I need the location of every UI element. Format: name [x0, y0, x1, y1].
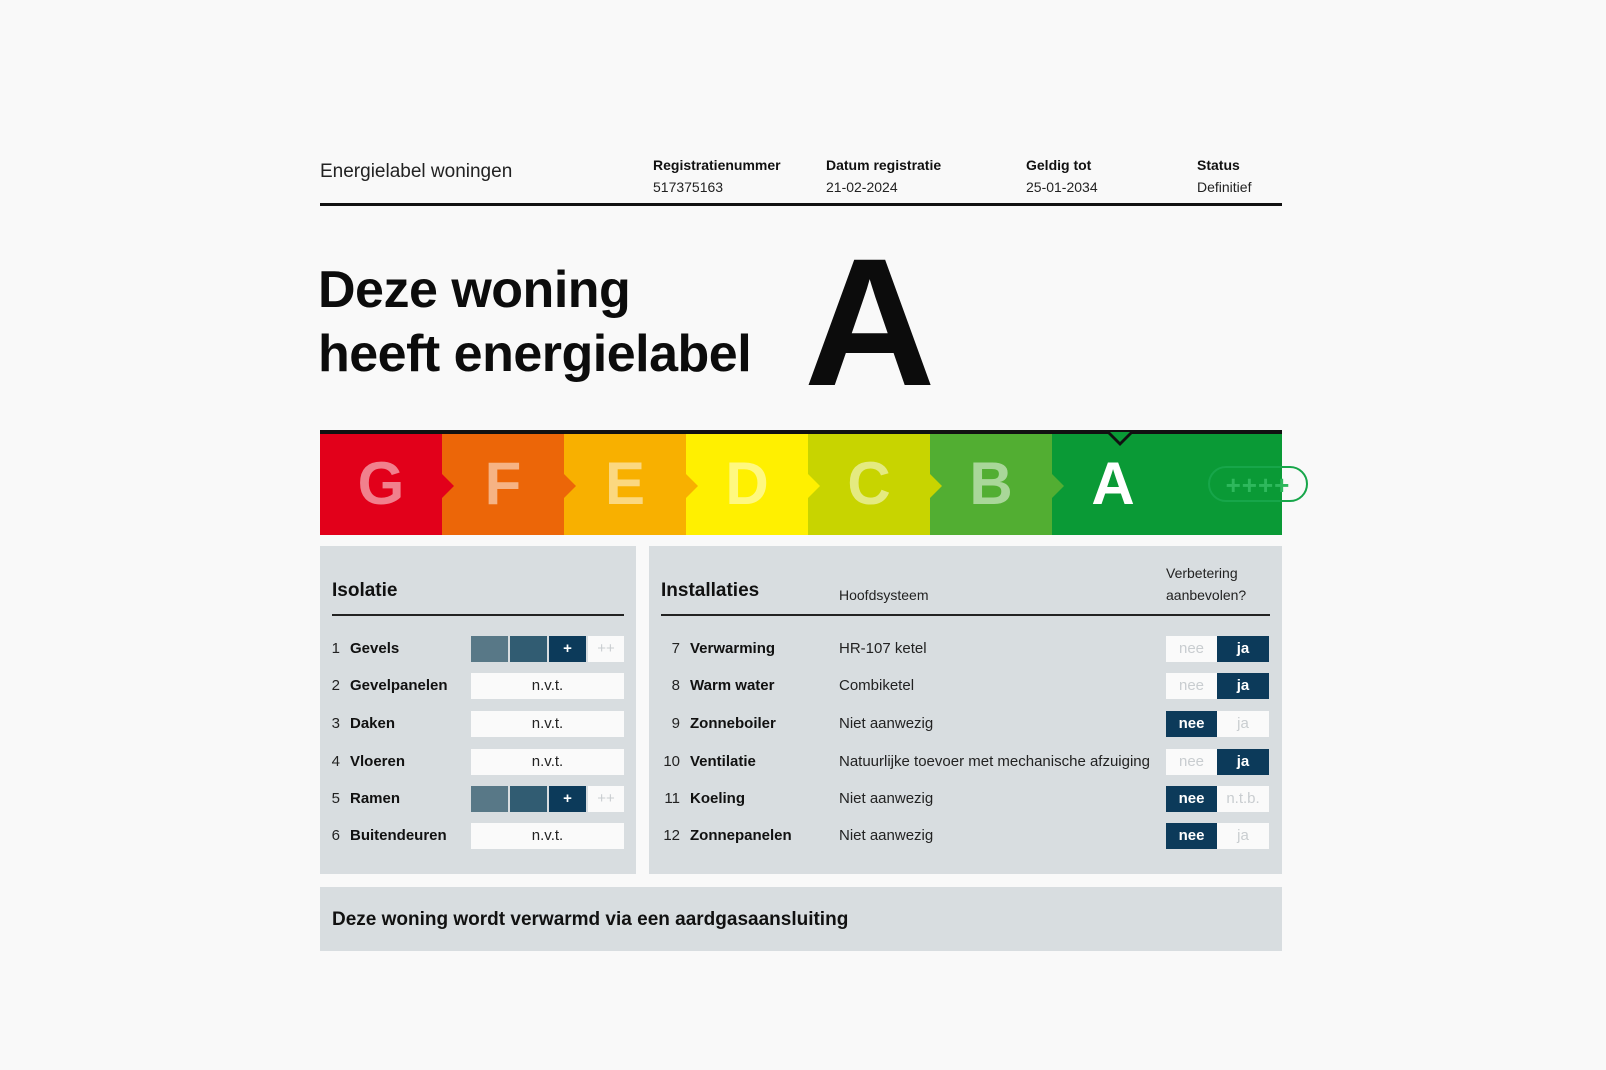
scale-letter-g: G [357, 450, 405, 517]
improvement-yes-option: ja [1217, 711, 1269, 737]
installation-row-name: Zonneboiler [690, 715, 776, 732]
isolation-row-name: Gevels [350, 640, 400, 657]
registration-number-label: Registratienummer [653, 157, 781, 173]
isolation-row-number: 5 [331, 790, 340, 807]
heating-note [320, 887, 1282, 951]
improvement-no-option: nee [1166, 786, 1217, 812]
isolation-level-step [510, 636, 547, 662]
installation-row-name: Ventilatie [690, 753, 756, 770]
isolation-level-next: ++ [588, 786, 624, 812]
headline-line-2: heeft energielabel [318, 325, 752, 383]
installations-divider [661, 614, 1270, 616]
installation-row-number: 8 [671, 677, 680, 694]
status-block [1197, 154, 1251, 198]
installation-row-number: 12 [663, 827, 680, 844]
installation-row-name: Warm water [690, 677, 775, 694]
isolation-level-next: ++ [588, 636, 624, 662]
improvement-yes-option: ja [1217, 823, 1269, 849]
improvement-no-option: nee [1166, 673, 1217, 699]
scale-chevron [564, 474, 576, 498]
status-value: Definitief [1197, 179, 1252, 195]
scale-class-f [442, 434, 564, 535]
scale-chevron [442, 474, 454, 498]
scale-letter-a: A [1091, 450, 1135, 517]
installation-row-name: Zonnepanelen [690, 827, 792, 844]
headline [318, 258, 751, 386]
registration-date-value: 21-02-2024 [826, 179, 898, 195]
isolation-row-name: Ramen [350, 790, 401, 807]
improvement-no-option: nee [1166, 823, 1217, 849]
isolation-level-step [510, 786, 547, 812]
installations-title: Installaties [661, 580, 760, 601]
isolation-panel [320, 546, 636, 874]
installations-panel [649, 546, 1282, 874]
installation-row-number: 10 [663, 753, 680, 770]
installation-row-name: Verwarming [690, 640, 776, 657]
energy-label-letter: A [804, 220, 936, 424]
isolation-row-number: 3 [331, 715, 340, 732]
headline-line-1: Deze woning [318, 261, 631, 319]
active-class-pointer-inner [1110, 432, 1130, 442]
improvement-yes-option: ja [1217, 749, 1269, 775]
energy-label-document [318, 0, 1291, 1070]
isolation-title: Isolatie [332, 580, 398, 601]
isolation-row-name: Vloeren [350, 753, 406, 770]
improvement-no-option: nee [1166, 749, 1217, 775]
isolation-value-na: n.v.t. [471, 711, 624, 737]
installation-main-system: Combiketel [839, 677, 915, 694]
isolation-level-bar [471, 636, 624, 662]
scale-class-c [808, 434, 930, 535]
isolation-row-number: 1 [331, 640, 340, 657]
isolation-row-number: 6 [331, 827, 340, 844]
improvement-header [1166, 562, 1246, 606]
header-divider [320, 203, 1282, 206]
scale-letter-b: B [969, 450, 1013, 517]
isolation-value-na: n.v.t. [471, 749, 624, 775]
isolation-row-name: Buitendeuren [350, 827, 447, 844]
isolation-level-current: + [549, 636, 586, 662]
isolation-value-na: n.v.t. [471, 673, 624, 699]
isolation-level-bar [471, 786, 624, 812]
valid-until-label: Geldig tot [1026, 157, 1092, 173]
improvement-yes-option: n.t.b. [1217, 786, 1269, 812]
improvement-no-option: nee [1166, 711, 1217, 737]
installation-main-system: Natuurlijke toevoer met mechanische afzuiging [839, 753, 1150, 770]
scale-letter-d: D [725, 450, 769, 517]
registration-number-value: 517375163 [653, 179, 724, 195]
installation-main-system: Niet aanwezig [839, 790, 934, 807]
installation-row-number: 7 [671, 640, 680, 657]
installation-row-number: 11 [664, 790, 680, 807]
isolation-level-step [471, 786, 508, 812]
plus-indicator: ++++ [1208, 466, 1308, 502]
valid-until-block [1026, 154, 1098, 198]
registration-date-block [826, 154, 941, 198]
improvement-header-line-1: Verbetering [1166, 565, 1238, 581]
isolation-row-name: Gevelpanelen [350, 677, 448, 694]
installation-row-number: 9 [671, 715, 680, 732]
isolation-level-step [471, 636, 508, 662]
scale-class-e [564, 434, 686, 535]
status-label: Status [1197, 157, 1240, 173]
installation-main-system: Niet aanwezig [839, 827, 934, 844]
isolation-level-current: + [549, 786, 586, 812]
scale-chevron [686, 474, 698, 498]
installation-main-system: Niet aanwezig [839, 715, 934, 732]
registration-number-block [653, 154, 781, 198]
installation-row-name: Koeling [690, 790, 745, 807]
scale-class-d [686, 434, 808, 535]
installation-main-system: HR-107 ketel [839, 640, 927, 657]
scale-letter-f: F [484, 450, 522, 517]
scale-class-b [930, 434, 1052, 535]
main-system-header: Hoofdsysteem [839, 587, 929, 603]
valid-until-value: 25-01-2034 [1026, 179, 1098, 195]
document-title: Energielabel woningen [320, 161, 513, 182]
energy-label-scale [320, 430, 1282, 535]
heating-note-text: Deze woning wordt verwarmd via een aardgasaansluiting [332, 909, 849, 930]
isolation-row-number: 2 [331, 677, 340, 694]
improvement-no-option: nee [1166, 636, 1217, 662]
scale-class-g [320, 434, 442, 535]
isolation-divider [332, 614, 624, 616]
scale-chevron [1052, 474, 1064, 498]
isolation-row-name: Daken [350, 715, 396, 732]
scale-letter-c: C [847, 450, 891, 517]
scale-letter-e: E [604, 450, 646, 517]
isolation-value-na: n.v.t. [471, 823, 624, 849]
scale-chevron [808, 474, 820, 498]
improvement-yes-option: ja [1217, 636, 1269, 662]
scale-chevron [930, 474, 942, 498]
isolation-row-number: 4 [331, 753, 340, 770]
improvement-yes-option: ja [1217, 673, 1269, 699]
improvement-header-line-2: aanbevolen? [1166, 587, 1247, 603]
registration-date-label: Datum registratie [826, 157, 942, 173]
